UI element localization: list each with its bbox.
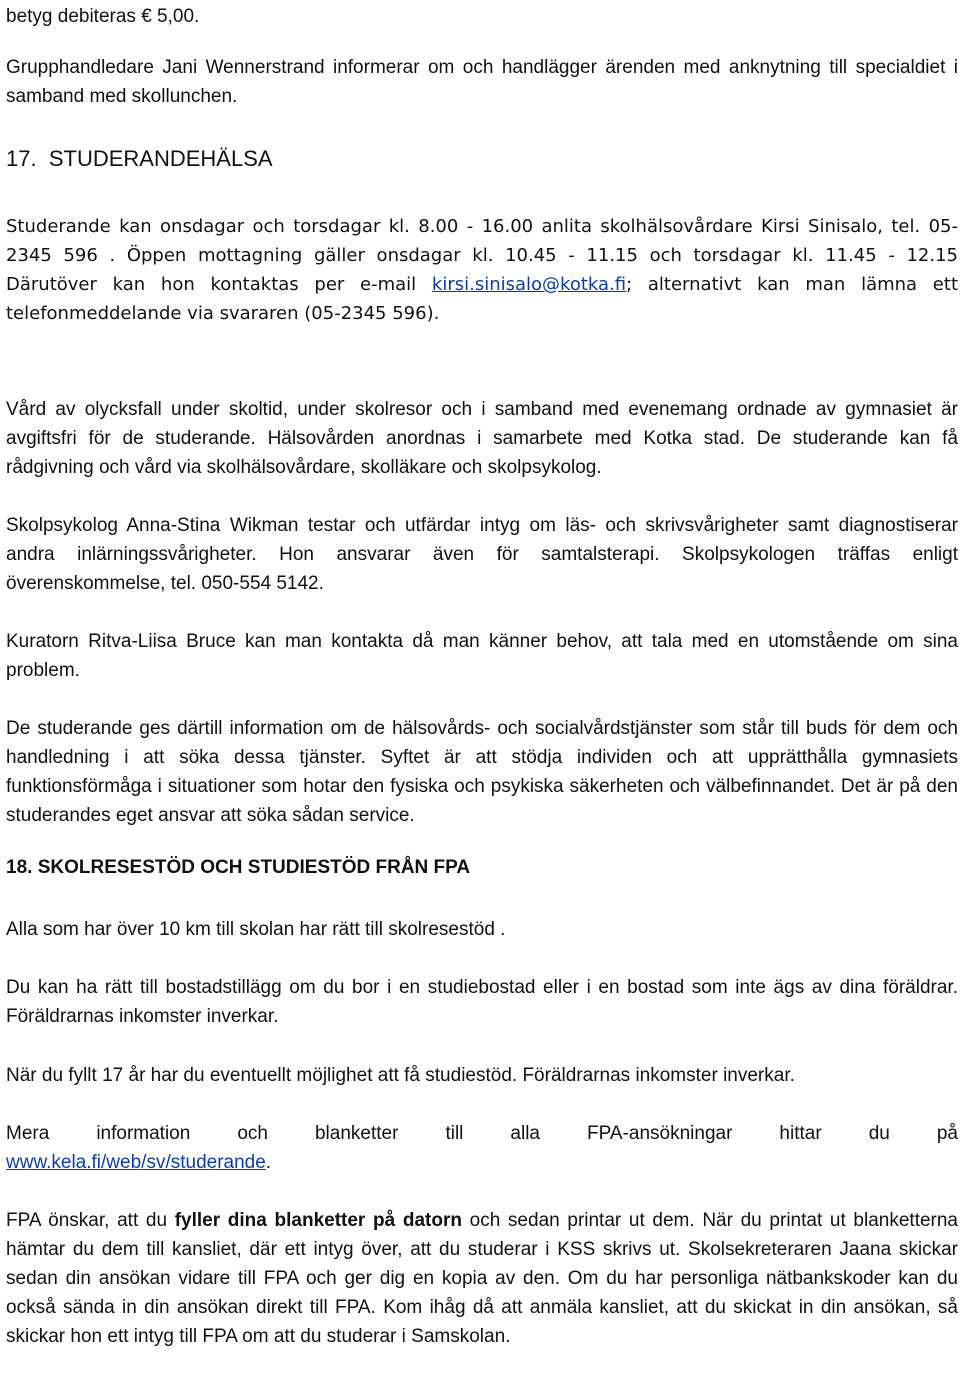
fpa-text-start: FPA önskar, att du (6, 1210, 175, 1231)
health-contact-text-end: ; alternativt kan man lämna ett telefonmeddelande via svararen (05-2345 596). (6, 274, 958, 324)
email-link[interactable]: kirsi.sinisalo@kotka.fi (431, 274, 627, 295)
fpa-bold-text: fyller dina blanketter på datorn (174, 1210, 462, 1231)
more-info-line: Mera information och blanketter till alla FPA-ansökningar hittar du på (6, 1123, 958, 1144)
more-info-link-line (6, 1148, 958, 1177)
services-paragraph: De studerande ges därtill information om de hälsovårds- och socialvårdstjänster som står till buds för dem och handledning i att söka dessa tjänster. Syftet är att stödja individen och att upprätthålla gymnasiets funktionsförmåga i situationer som hotar den fysiska och psykiska säkerheten och välbefinnandet. Det är på den studerandes eget ansvar att söka sådan service. (6, 718, 958, 826)
intro-paragraph: Grupphandledare Jani Wennerstrand informerar om och handlägger ärenden med anknytning till specialdiet i samband med skollunchen. (6, 57, 958, 107)
accident-care-paragraph: Vård av olycksfall under skoltid, under skolresor och i samband med evenemang ordnade av gymnasiet är avgiftsfri för de studerande. Hälsovården anordnas i samarbete med Kotka stad. De studerande kan få rådgivning och vård via skolhälsovårdare, skolläkare och skolpsykolog. (6, 399, 958, 478)
study-support-paragraph: När du fyllt 17 år har du eventuellt möjlighet att få studiestöd. Föräldrarnas inkomster inverkar. (6, 1065, 795, 1086)
more-info-period: . (265, 1152, 272, 1173)
fpa-paragraph (6, 1206, 958, 1351)
psychologist-paragraph: Skolpsykolog Anna-Stina Wikman testar och utfärdar intyg om läs- och skrivsvårigheter samt diagnostiserar andra inlärningssvårigheter. Hon ansvarar även för samtalsterapi. Skolpsykologen träffas enligt överenskommelse, tel. 050-554 5142. (6, 515, 958, 594)
section-17-heading (6, 146, 273, 172)
school-travel-paragraph: Alla som har över 10 km till skolan har rätt till skolresestöd . (6, 919, 506, 940)
counselor-paragraph: Kuratorn Ritva-Liisa Bruce kan man kontakta då man känner behov, att tala med en utomstående om sina problem. (6, 631, 958, 681)
housing-paragraph: Du kan ha rätt till bostadstillägg om du bor i en studiebostad eller i en bostad som inte ägs av dina föräldrar. Föräldrarnas inkomster inverkar. (6, 977, 958, 1027)
section-18-heading: 18. SKOLRESESTÖD OCH STUDIESTÖD FRÅN FPA (6, 857, 471, 878)
section-17-number: 17. (6, 146, 37, 171)
fpa-text-rest: och sedan printar ut dem. När du printat ut blanketterna hämtar du dem till kansliet, där ett intyg över, att du studerar i KSS skrivs ut. Skolsekreteraren Jaana skickar sedan din ansökan vidare till FPA och ger dig en kopia av den. Om du har personliga nätbankskoder kan du också sända in din ansökan direkt till FPA. Kom ihåg då att anmäla kansliet, att du skickat in din ansökan, så skickar hon ett intyg till FPA om att du studerar i Samskolan. (6, 1210, 958, 1347)
kela-link[interactable]: www.kela.fi/web/sv/studerande (6, 1152, 266, 1173)
top-line: betyg debiteras € 5,00. (6, 6, 200, 27)
section-17-title: STUDERANDEHÄLSA (48, 146, 273, 171)
health-contact-text: Studerande kan onsdagar och torsdagar kl. 8.00 - 16.00 anlita skolhälsovårdare Kirsi Sinisalo, tel. 05-2345 596 . Öppen mottagning gäller onsdagar kl. 10.45 - 11.15 och torsdagar kl. 11.45 - 12.15 Därutöver kan hon kontaktas per e-mail (6, 216, 958, 295)
health-contact-paragraph (6, 212, 958, 328)
